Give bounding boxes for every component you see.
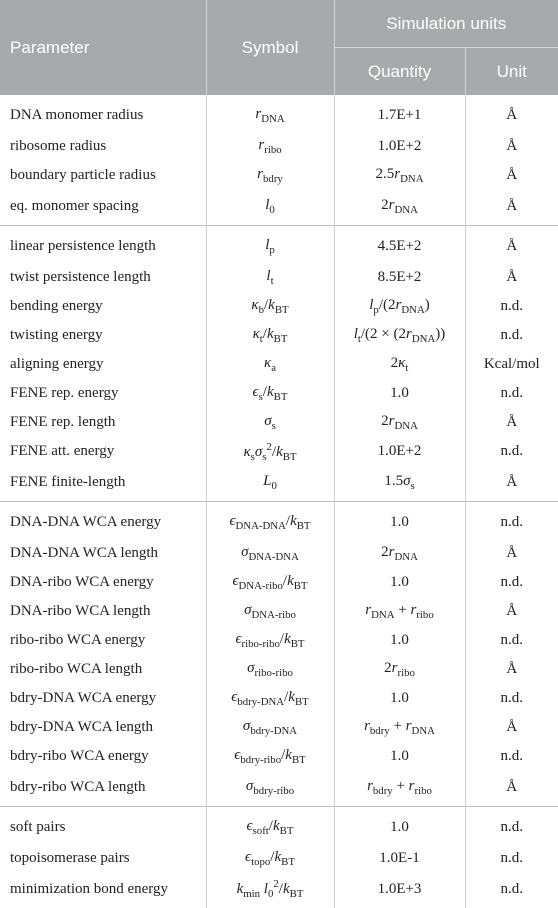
table-row <box>0 321 558 350</box>
cell-parameter: eq. monomer spacing <box>10 197 139 214</box>
cell-parameter: topoisomerase pairs <box>10 850 130 866</box>
cell-parameter: twist persistence length <box>10 269 151 285</box>
cell-unit: Å <box>465 190 558 226</box>
cell-parameter: bdry-ribo WCA energy <box>10 748 149 764</box>
cell-parameter: aligning energy <box>10 356 104 372</box>
cell-symbol: $\sigma_{bdry-DNA}$ <box>206 713 334 742</box>
cell-parameter: minimization bond energy <box>10 880 169 897</box>
cell-quantity: 1.0 <box>334 379 465 408</box>
cell-quantity: $2r_{DNA}$ <box>334 408 465 437</box>
cell-symbol: $\sigma_{bdry-ribo}$ <box>206 771 334 807</box>
cell-symbol: $\epsilon_{bdry-DNA}/k_{BT}$ <box>206 684 334 713</box>
cell-parameter: FENE rep. energy <box>10 385 119 401</box>
cell-symbol: $\kappa_b/k_{BT}$ <box>206 292 334 321</box>
cell-parameter: ribo-ribo WCA length <box>10 661 143 677</box>
cell-parameter: DNA-DNA WCA length <box>10 545 159 561</box>
cell-unit: n.d. <box>465 502 558 540</box>
cell-quantity: 1.0 <box>334 568 465 597</box>
table-row <box>0 350 558 379</box>
cell-parameter: FENE finite-length <box>10 473 126 490</box>
cell-unit: n.d. <box>465 626 558 655</box>
cell-symbol: $\epsilon_{soft}/k_{BT}$ <box>206 807 334 845</box>
cell-symbol: $\epsilon_{ribo-ribo}/k_{BT}$ <box>206 626 334 655</box>
cell-parameter: boundary particle radius <box>10 167 156 183</box>
header-unit: Unit <box>465 48 558 96</box>
cell-symbol: $r_{ribo}$ <box>206 132 334 161</box>
table-row <box>0 95 558 132</box>
cell-unit: n.d. <box>465 873 558 908</box>
table-row <box>0 292 558 321</box>
cell-symbol: $\sigma_{DNA-ribo}$ <box>206 597 334 626</box>
table-row <box>0 502 558 540</box>
cell-quantity: 1.0E+3 <box>334 873 465 908</box>
cell-quantity: 1.0 <box>334 742 465 771</box>
cell-parameter: DNA-ribo WCA length <box>10 603 151 619</box>
cell-symbol: $k_{min}$ $l_0^2/k_{BT}$ <box>206 873 334 908</box>
cell-symbol: $\kappa_a$ <box>206 350 334 379</box>
cell-symbol: $l_p$ <box>206 226 334 264</box>
table-row <box>0 466 558 502</box>
cell-symbol: $\kappa_s\sigma_s^2/k_{BT}$ <box>206 437 334 466</box>
table-row <box>0 597 558 626</box>
cell-unit: Å <box>465 161 558 190</box>
cell-parameter: bending energy <box>10 298 103 314</box>
cell-unit: n.d. <box>465 568 558 597</box>
cell-parameter: ribosome radius <box>10 138 107 154</box>
cell-quantity: $2\kappa_t$ <box>334 350 465 379</box>
header-quantity: Quantity <box>334 48 465 96</box>
table-body <box>0 95 558 908</box>
table-row <box>0 655 558 684</box>
cell-quantity: 8.5E+2 <box>334 263 465 292</box>
table-row <box>0 226 558 264</box>
table-row <box>0 190 558 226</box>
cell-unit: n.d. <box>465 379 558 408</box>
table-header <box>0 0 558 95</box>
table-row <box>0 568 558 597</box>
table-row <box>0 844 558 873</box>
cell-unit: n.d. <box>465 844 558 873</box>
cell-unit: n.d. <box>465 684 558 713</box>
header-parameter: Parameter <box>0 0 206 95</box>
cell-quantity: $2.5r_{DNA}$ <box>334 161 465 190</box>
table-row <box>0 742 558 771</box>
cell-symbol: $\sigma_{DNA-DNA}$ <box>206 539 334 568</box>
cell-quantity: $1.5\sigma_s$ <box>334 466 465 502</box>
cell-quantity: $r_{bdry} + r_{DNA}$ <box>334 713 465 742</box>
cell-quantity: 1.0 <box>334 807 465 845</box>
cell-quantity: $2r_{DNA}$ <box>334 190 465 226</box>
cell-symbol: $L_0$ <box>206 466 334 502</box>
cell-unit: Å <box>465 771 558 807</box>
cell-symbol: $\epsilon_{DNA-DNA}/k_{BT}$ <box>206 502 334 540</box>
table-row <box>0 161 558 190</box>
table-row <box>0 263 558 292</box>
cell-symbol: $\epsilon_{bdry-ribo}/k_{BT}$ <box>206 742 334 771</box>
table-row <box>0 437 558 466</box>
table-row <box>0 771 558 807</box>
cell-unit: Å <box>465 466 558 502</box>
cell-parameter: twisting energy <box>10 327 103 343</box>
cell-symbol: $\kappa_t/k_{BT}$ <box>206 321 334 350</box>
cell-quantity: $l_p/(2r_{DNA})$ <box>334 292 465 321</box>
cell-quantity: $r_{bdry} + r_{ribo}$ <box>334 771 465 807</box>
cell-quantity: 1.0 <box>334 626 465 655</box>
cell-unit: Å <box>465 95 558 132</box>
table-row <box>0 539 558 568</box>
cell-unit: n.d. <box>465 437 558 466</box>
table-row <box>0 684 558 713</box>
cell-symbol: $l_0$ <box>206 190 334 226</box>
cell-quantity: 1.0 <box>334 684 465 713</box>
cell-quantity: 1.0E+2 <box>334 132 465 161</box>
cell-unit: Å <box>465 263 558 292</box>
cell-symbol: $\sigma_s$ <box>206 408 334 437</box>
cell-quantity: $2r_{DNA}$ <box>334 539 465 568</box>
cell-unit: n.d. <box>465 742 558 771</box>
cell-quantity: 1.0 <box>334 502 465 540</box>
table-row <box>0 626 558 655</box>
cell-quantity: 1.7E+1 <box>334 95 465 132</box>
cell-parameter: FENE att. energy <box>10 443 115 459</box>
cell-symbol: $\epsilon_{DNA-ribo}/k_{BT}$ <box>206 568 334 597</box>
cell-quantity: 1.0E+2 <box>334 437 465 466</box>
cell-quantity: 1.0E-1 <box>334 844 465 873</box>
cell-parameter: DNA-DNA WCA energy <box>0 502 206 540</box>
cell-symbol: $r_{DNA}$ <box>206 95 334 132</box>
cell-unit: Å <box>465 226 558 264</box>
cell-unit: Å <box>465 597 558 626</box>
table-row <box>0 408 558 437</box>
cell-parameter: linear persistence length <box>0 226 206 264</box>
cell-parameter: DNA-ribo WCA energy <box>10 574 154 590</box>
cell-quantity: $r_{DNA} + r_{ribo}$ <box>334 597 465 626</box>
cell-symbol: $r_{bdry}$ <box>206 161 334 190</box>
cell-symbol: $\epsilon_s/k_{BT}$ <box>206 379 334 408</box>
cell-symbol: $\epsilon_{topo}/k_{BT}$ <box>206 844 334 873</box>
cell-symbol: $\sigma_{ribo-ribo}$ <box>206 655 334 684</box>
table-row <box>0 873 558 908</box>
cell-unit: Å <box>465 132 558 161</box>
header-symbol: Symbol <box>206 0 334 95</box>
cell-parameter: soft pairs <box>0 807 206 845</box>
cell-parameter: ribo-ribo WCA energy <box>10 632 146 648</box>
cell-parameter: FENE rep. length <box>10 414 116 430</box>
cell-unit: n.d. <box>465 321 558 350</box>
cell-parameter: bdry-DNA WCA energy <box>10 690 157 706</box>
cell-unit: n.d. <box>465 292 558 321</box>
cell-unit: Å <box>465 408 558 437</box>
cell-unit: Kcal/mol <box>465 350 558 379</box>
cell-quantity: 4.5E+2 <box>334 226 465 264</box>
header-simulation-units: Simulation units <box>334 0 558 48</box>
cell-unit: Å <box>465 539 558 568</box>
cell-unit: Å <box>465 713 558 742</box>
table-row <box>0 713 558 742</box>
cell-quantity: $l_t/(2 \times (2r_{DNA}))$ <box>334 321 465 350</box>
cell-parameter: bdry-ribo WCA length <box>10 778 146 795</box>
table-row <box>0 807 558 845</box>
cell-symbol: $l_t$ <box>206 263 334 292</box>
cell-unit: n.d. <box>465 807 558 845</box>
table-row <box>0 379 558 408</box>
cell-parameter: bdry-DNA WCA length <box>10 719 154 735</box>
table-row <box>0 132 558 161</box>
cell-unit: Å <box>465 655 558 684</box>
cell-parameter: DNA monomer radius <box>10 107 144 123</box>
cell-quantity: $2r_{ribo}$ <box>334 655 465 684</box>
